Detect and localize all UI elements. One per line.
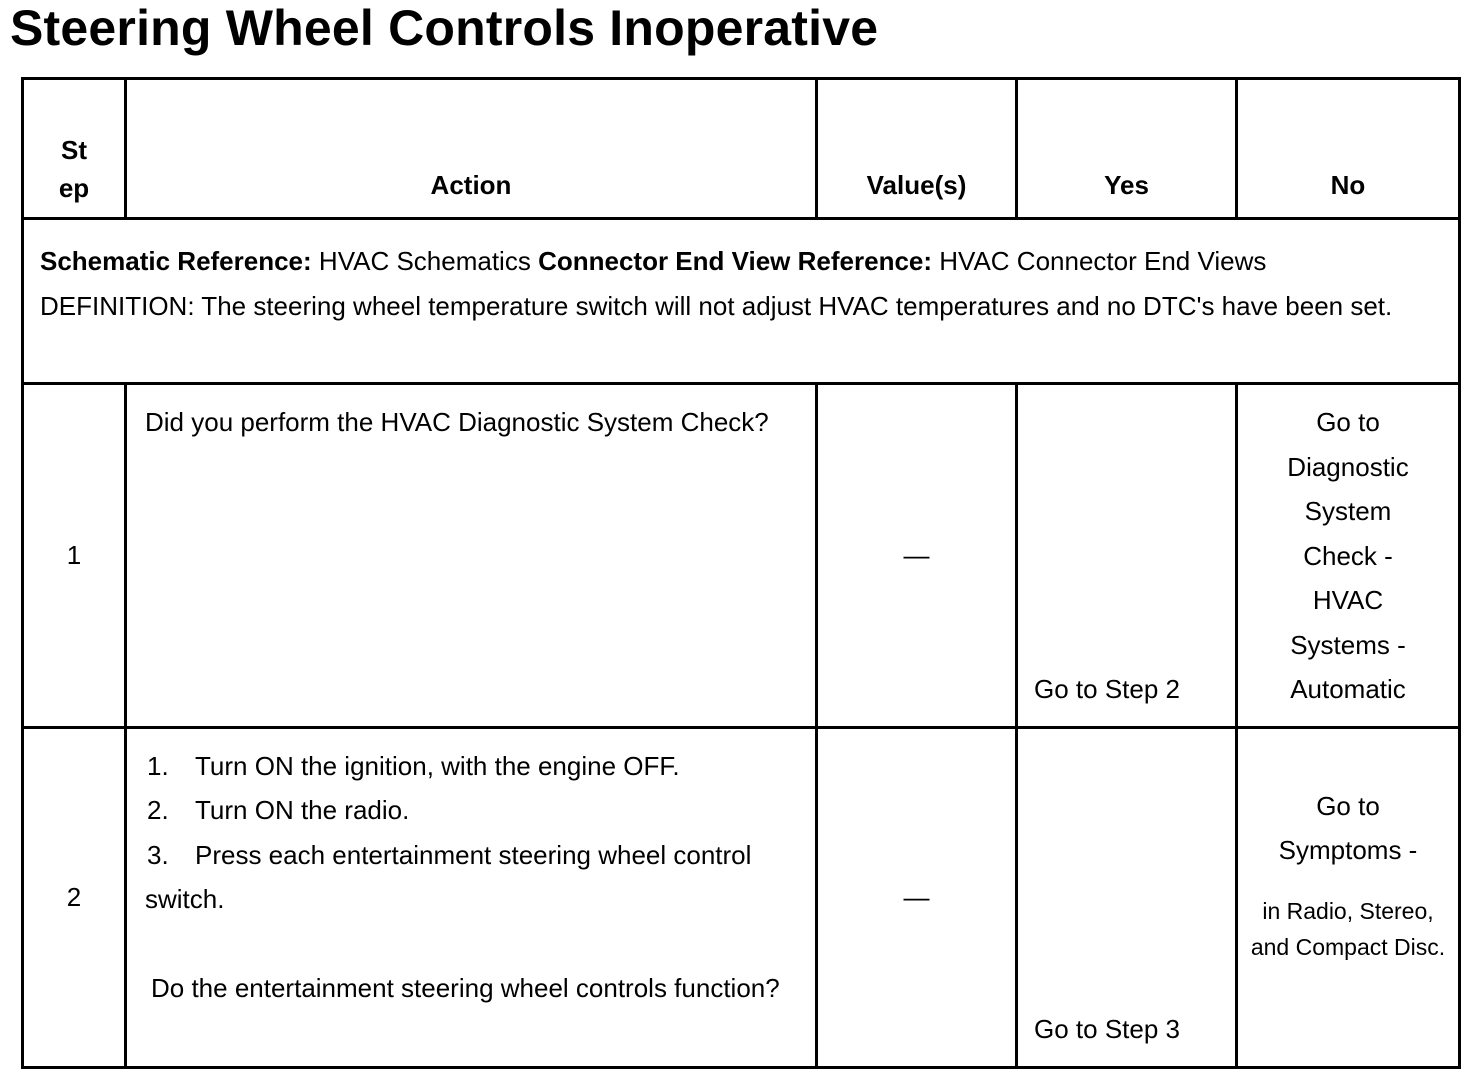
table-header-row (23, 79, 1460, 219)
action-cell (126, 727, 817, 1067)
schematic-reference-label: Schematic Reference: (40, 246, 312, 276)
no-line: Check - (1303, 540, 1393, 571)
step-item-number: 3. (147, 839, 169, 870)
header-step-line1: St (61, 135, 87, 165)
action-step (145, 833, 793, 922)
header-action: Action (126, 79, 817, 219)
table-row (23, 727, 1460, 1067)
no-link[interactable] (1237, 727, 1460, 1067)
table-row (23, 384, 1460, 728)
action-step (145, 744, 793, 789)
no-line: Systems - (1290, 629, 1406, 660)
schematic-reference-value: HVAC Schematics (318, 246, 531, 276)
reference-cell (23, 219, 1460, 384)
header-no: No (1237, 79, 1460, 219)
no-detail: in Radio, Stereo, and Compact Disc. (1250, 897, 1446, 960)
value-text: — (817, 727, 1017, 1067)
step-number: 1 (23, 384, 126, 728)
step-item-text: Turn ON the radio. (195, 795, 410, 825)
step-item-text: Turn ON the ignition, with the engine OFF. (195, 750, 680, 781)
yes-link[interactable]: Go to Step 3 (1017, 727, 1237, 1067)
step-item-number: 1. (147, 750, 169, 781)
value-text: — (817, 384, 1017, 728)
no-line: HVAC (1312, 585, 1384, 615)
no-line: System (1304, 496, 1392, 526)
no-link[interactable] (1237, 384, 1460, 728)
yes-link[interactable]: Go to Step 2 (1017, 384, 1237, 728)
connector-reference-value: HVAC Connector End Views (939, 246, 1267, 276)
header-yes: Yes (1017, 79, 1237, 219)
no-line: Symptoms - (1278, 835, 1418, 865)
no-line: Go to (1316, 790, 1380, 821)
page-title: Steering Wheel Controls Inoperative (10, 0, 879, 56)
reference-row (23, 219, 1460, 384)
reference-line (40, 239, 1440, 284)
header-values: Value(s) (817, 79, 1017, 219)
no-line: Automatic (1290, 674, 1406, 704)
definition-text: DEFINITION: The steering wheel temperature switch will not adjust HVAC temperatures and no DTC's have been set. (40, 290, 1393, 321)
diagnostic-table (21, 77, 1461, 1069)
step-item-number: 2. (147, 795, 169, 825)
step-number: 2 (23, 727, 126, 1067)
action-steps-list (145, 744, 793, 922)
header-step-line2: ep (58, 173, 90, 203)
step-item-text: Press each entertainment steering wheel control switch. (145, 839, 752, 914)
connector-reference-label: Connector End View Reference: (538, 246, 933, 276)
no-line: Go to (1316, 407, 1380, 437)
action-question: Do the entertainment steering wheel controls function? (151, 972, 780, 1003)
header-step (23, 79, 126, 219)
no-line: Diagnostic (1287, 451, 1409, 482)
action-step (145, 788, 793, 833)
action-text: Did you perform the HVAC Diagnostic System Check? (126, 384, 817, 728)
